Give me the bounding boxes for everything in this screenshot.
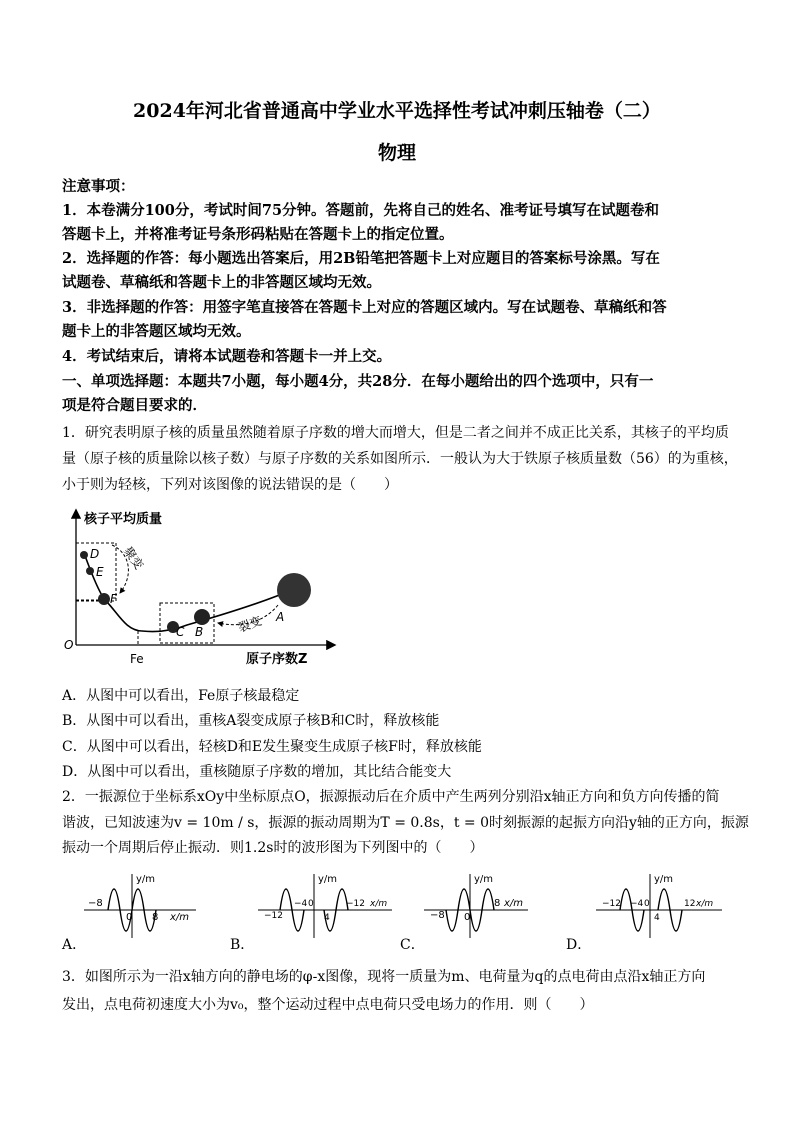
choice-d-graph (596, 872, 726, 942)
svg-text:0: 0 (464, 912, 471, 923)
origin-label: O (64, 638, 74, 652)
subject-title: 物理 (377, 142, 416, 164)
notice-line: 题卡上的非答题区域均无效。 (62, 323, 251, 340)
svg-text:−12: −12 (602, 899, 621, 909)
option-a: A．从图中可以看出，Fe原子核最稳定 (62, 688, 300, 704)
svg-text:−12: −12 (346, 899, 365, 909)
option-b: B．从图中可以看出，重核A裂变成原子核B和C时，释放核能 (62, 713, 440, 729)
svg-text:y/m: y/m (474, 874, 494, 885)
svg-text:−12: −12 (264, 911, 283, 921)
nucleus-d (80, 551, 88, 559)
svg-text:8: 8 (494, 898, 501, 909)
nucleus-a (277, 573, 311, 607)
svg-text:x/m: x/m (370, 899, 388, 909)
question-1-line: 1．研究表明原子核的质量虽然随着原子序数的增大而增大，但是二者之间并不成正比关系，其核子的平均质 (62, 425, 729, 441)
point-label-b: B (195, 625, 204, 639)
choice-c-graph (424, 872, 534, 942)
binding-energy-figure (62, 505, 352, 670)
choice-b-graph (258, 872, 398, 942)
svg-text:−8: −8 (88, 898, 103, 909)
svg-text:x/m: x/m (696, 899, 714, 909)
wave-choices (62, 872, 782, 952)
point-label-a: A (276, 610, 285, 624)
question-2-line: 振动一个周期后停止振动．则1.2s时的波形图为下列图中的（ ） (62, 840, 484, 856)
option-d: D．从图中可以看出，重核随原子序数的增加，其比结合能变大 (62, 764, 452, 780)
option-c: C．从图中可以看出，轻核D和E发生聚变生成原子核F时，释放核能 (62, 739, 482, 755)
notice-line: 4．考试结束后，请将本试题卷和答题卡一并上交。 (62, 348, 392, 365)
notice-line: 3．非选择题的作答：用签字笔直接答在答题卡上对应的答题区域内。写在试题卷、草稿纸和答 (62, 299, 667, 316)
svg-text:0: 0 (644, 899, 650, 909)
nucleus-e (86, 567, 94, 575)
question-1-line: 量（原子核的质量除以核子数）与原子序数的关系如图所示．一般认为大于铁原子核质量数（56）的为重核， (62, 451, 738, 467)
question-1-line: 小于则为轻核，下列对该图像的说法错误的是（ ） (62, 477, 398, 493)
point-label-c: C (176, 625, 185, 639)
svg-text:y/m: y/m (136, 874, 156, 885)
svg-text:y/m: y/m (654, 874, 674, 885)
svg-text:4: 4 (654, 913, 660, 923)
notice-line: 2．选择题的作答：每小题选出答案后，用2B铅笔把答题卡上对应题目的答案标号涂黑。写在 (62, 250, 660, 267)
question-3-line: 3．如图所示为一沿x轴方向的静电场的φ-x图像，现将一质量为m、电荷量为q的点电荷由点沿x轴正方向 (62, 969, 706, 985)
svg-text:−8: −8 (430, 910, 445, 921)
svg-text:0: 0 (308, 899, 314, 909)
x-axis-label: 原子序数Z (246, 652, 308, 667)
notice-line: 试题卷、草稿纸和答题卡上的非答题区域均无效。 (62, 274, 381, 291)
choice-d-label: D． (566, 937, 592, 953)
svg-text:x/m: x/m (504, 898, 524, 909)
notice-line: 1．本卷满分100分，考试时间75分钟。答题前，先将自己的姓名、准考证号填写在试题卷和 (62, 202, 660, 219)
fission-label: 裂变 (236, 613, 264, 635)
exam-title: 2024年河北省普通高中学业水平选择性考试冲刺压轴卷（二） (133, 100, 661, 122)
svg-text:y/m: y/m (318, 874, 338, 885)
fusion-label: 聚变 (120, 544, 147, 572)
section-heading: 一、单项选择题：本题共7小题，每小题4分，共28分．在每小题给出的四个选项中，只有一 (62, 373, 654, 390)
choice-a-graph (84, 872, 204, 942)
nucleus-f (98, 593, 110, 605)
choice-c-label: C． (400, 937, 425, 953)
question-3-line: 发出，点电荷初速度大小为v₀，整个运动过程中点电荷只受电场力的作用．则（ ） (62, 997, 594, 1013)
choice-b-label: B． (230, 937, 255, 953)
y-axis-label: 核子平均质量 (84, 512, 163, 527)
point-label-e: E (96, 565, 104, 579)
svg-text:−4: −4 (630, 899, 644, 909)
svg-text:12: 12 (684, 899, 696, 909)
question-2-line: 谐波，已知波速为v = 10m / s，振源的振动周期为T = 0.8s，t = 0时刻振源的起振方向沿y轴的正方向，振源 (62, 815, 749, 831)
choice-a-label: A． (62, 937, 87, 953)
fe-label: Fe (130, 652, 144, 666)
point-label-d: D (90, 547, 100, 561)
svg-text:x/m: x/m (170, 912, 190, 923)
notice-heading: 注意事项： (62, 178, 135, 195)
svg-text:8: 8 (152, 912, 159, 923)
svg-text:−4: −4 (294, 899, 308, 909)
svg-text:0: 0 (126, 912, 133, 923)
notice-line: 答题卡上，并将准考证号条形码粘贴在答题卡上的指定位置。 (62, 226, 454, 243)
section-heading: 项是符合题目要求的． (62, 397, 207, 414)
svg-text:4: 4 (324, 913, 330, 923)
point-label-f: F (110, 592, 117, 606)
nucleus-b (194, 609, 210, 625)
question-2-line: 2．一振源位于坐标系xOy中坐标原点O，振源振动后在介质中产生两列分别沿x轴正方向和负方向传播的简 (62, 789, 720, 805)
